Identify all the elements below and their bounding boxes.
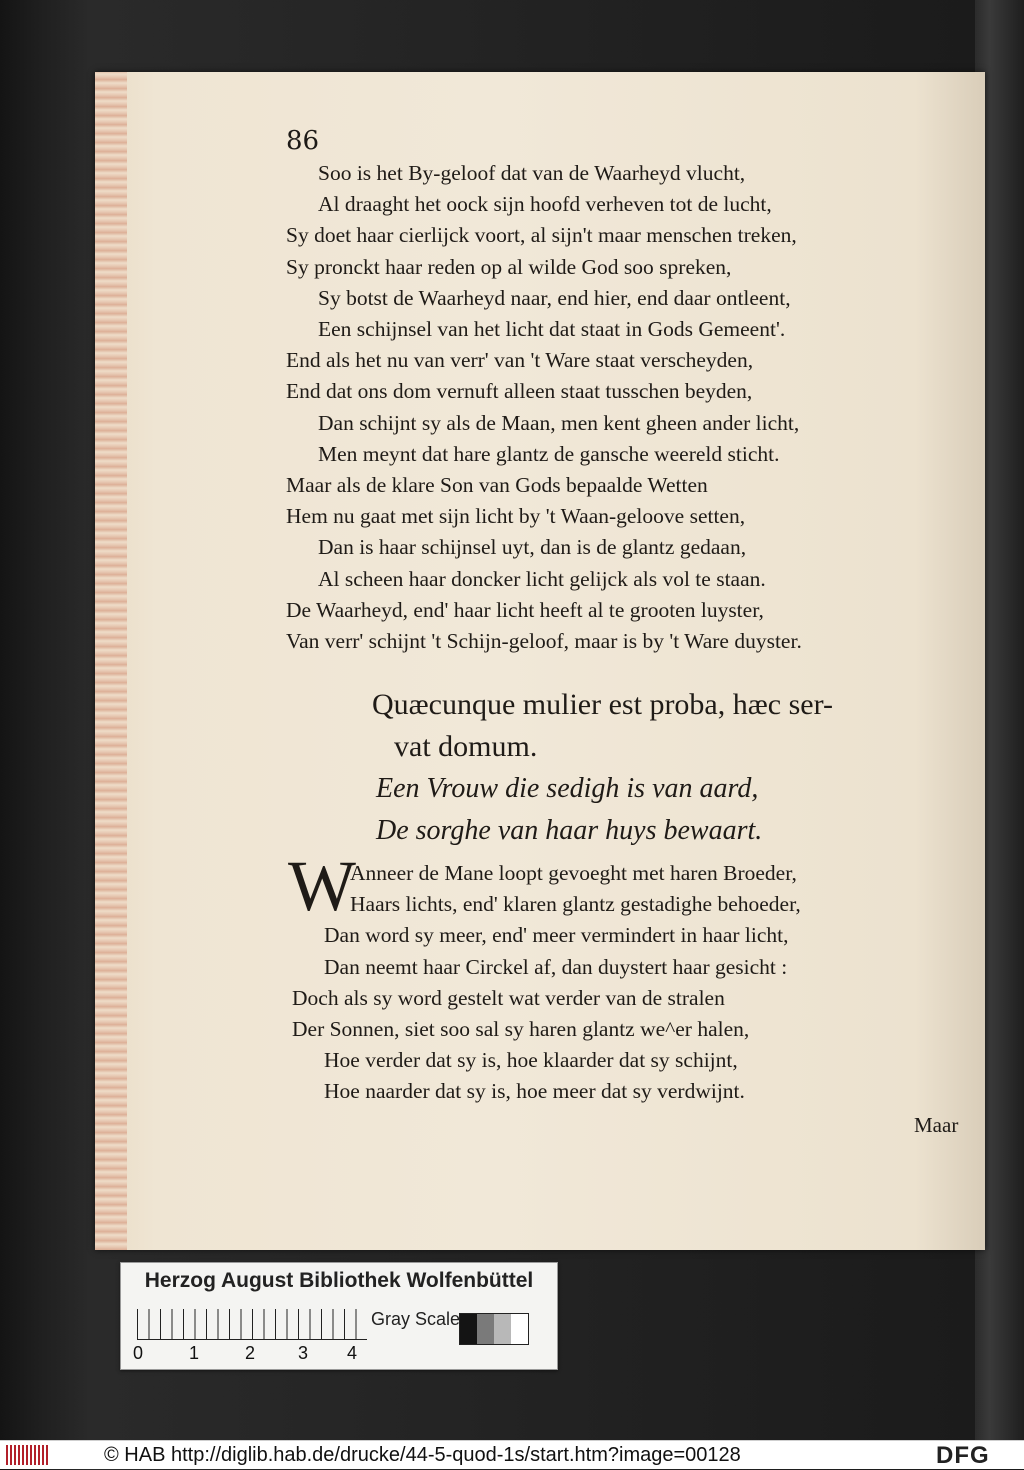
poem-line: Men meynt dat hare glantz de gansche weereld sticht.	[318, 441, 780, 466]
motto-latin-line: vat domum.	[394, 730, 538, 763]
gray-swatch	[477, 1314, 494, 1344]
dfg-logo: DFG	[936, 1442, 990, 1469]
gray-swatch	[494, 1314, 511, 1344]
motto-latin-line: Quæcunque mulier est proba, hæc ser-	[372, 688, 833, 721]
poem-line: Al scheen haar doncker licht gelijck als vol te staan.	[318, 566, 766, 591]
hab-logo-icon	[6, 1445, 48, 1465]
footer-copyright-link[interactable]: © HAB http://diglib.hab.de/drucke/44-5-quod-1s/start.htm?image=00128	[104, 1444, 741, 1466]
ruler-number: 3	[298, 1343, 309, 1363]
poem-line: Sy pronckt haar reden op al wilde God soo spreken,	[286, 254, 732, 279]
drop-cap: W	[288, 846, 356, 926]
gray-swatch	[511, 1314, 528, 1344]
ruler-number: 4	[347, 1343, 358, 1363]
page-edge	[95, 72, 127, 1250]
page-number: 86	[286, 126, 320, 156]
poem-line: Al draaght het oock sijn hoofd verheven tot de lucht,	[318, 192, 772, 217]
poem-line: End dat ons dom vernuft alleen staat tusschen beyden,	[286, 379, 753, 404]
poem-line: Soo is het By-geloof dat van de Waarheyd vlucht,	[318, 161, 746, 185]
poem-line: Haars lichts, end' klaren glantz gestadighe behoeder,	[350, 892, 801, 917]
poem-line: Hoe naarder dat sy is, hoe meer dat sy verdwijnt.	[324, 1079, 745, 1104]
gray-swatches	[459, 1313, 529, 1345]
motto-latin	[372, 684, 972, 768]
poem-line: De Waarheyd, end' haar licht heeft al te grooten luyster,	[286, 597, 764, 622]
poem-line: Dan schijnt sy als de Maan, men kent gheen ander licht,	[318, 410, 800, 435]
ruler-number: 0	[133, 1343, 144, 1363]
poem-line: Dan word sy meer, end' meer vermindert in haar licht,	[324, 923, 789, 948]
motto-dutch-line: De sorghe van haar huys bewaart.	[376, 815, 763, 846]
poem-line: Der Sonnen, siet soo sal sy haren glantz we^er halen,	[292, 1017, 750, 1042]
poem-line: Sy doet haar cierlijck voort, al sijn't maar menschen treken,	[286, 223, 797, 248]
library-title: Herzog August Bibliothek Wolfenbüttel	[144, 1269, 534, 1292]
poem-line: Dan is haar schijnsel uyt, dan is de glantz gedaan,	[318, 535, 747, 560]
gray-scale-card	[120, 1262, 558, 1370]
ruler-number: 2	[245, 1343, 256, 1363]
poem-line: Dan neemt haar Circkel af, dan duystert haar gesicht :	[324, 954, 788, 979]
catchword: Maar	[914, 1113, 959, 1137]
poem-line: Van verr' schijnt 't Schijn-geloof, maar is by 't Ware duyster.	[286, 629, 802, 654]
poem-line: Een schijnsel van het licht dat staat in Gods Gemeent'.	[318, 317, 786, 342]
motto-dutch-line: Een Vrouw die sedigh is van aard,	[376, 773, 759, 804]
poem-line: Maar als de klare Son van Gods bepaalde Wetten	[286, 473, 708, 498]
footer-bar	[0, 1440, 1024, 1469]
poem-line: End als het nu van verr' van 't Ware staat verscheyden,	[286, 348, 754, 373]
poem-text	[286, 158, 966, 657]
ruler-icon	[137, 1309, 367, 1340]
poem-line: Hoe verder dat sy is, hoe klaarder dat sy schijnt,	[324, 1048, 738, 1073]
poem-text-second	[292, 858, 972, 1108]
gray-scale-label: Gray Scale	[371, 1309, 461, 1329]
ruler-number: 1	[189, 1343, 200, 1363]
poem-line: Doch als sy word gestelt wat verder van de stralen	[292, 985, 725, 1010]
poem-line: Anneer de Mane loopt gevoeght met haren Broeder,	[350, 861, 797, 885]
motto-dutch	[376, 768, 936, 852]
poem-line: Sy botst de Waarheyd naar, end hier, end daar ontleent,	[318, 285, 791, 310]
gray-swatch	[460, 1314, 477, 1344]
poem-line: Hem nu gaat met sijn licht by 't Waan-geloove setten,	[286, 504, 746, 529]
